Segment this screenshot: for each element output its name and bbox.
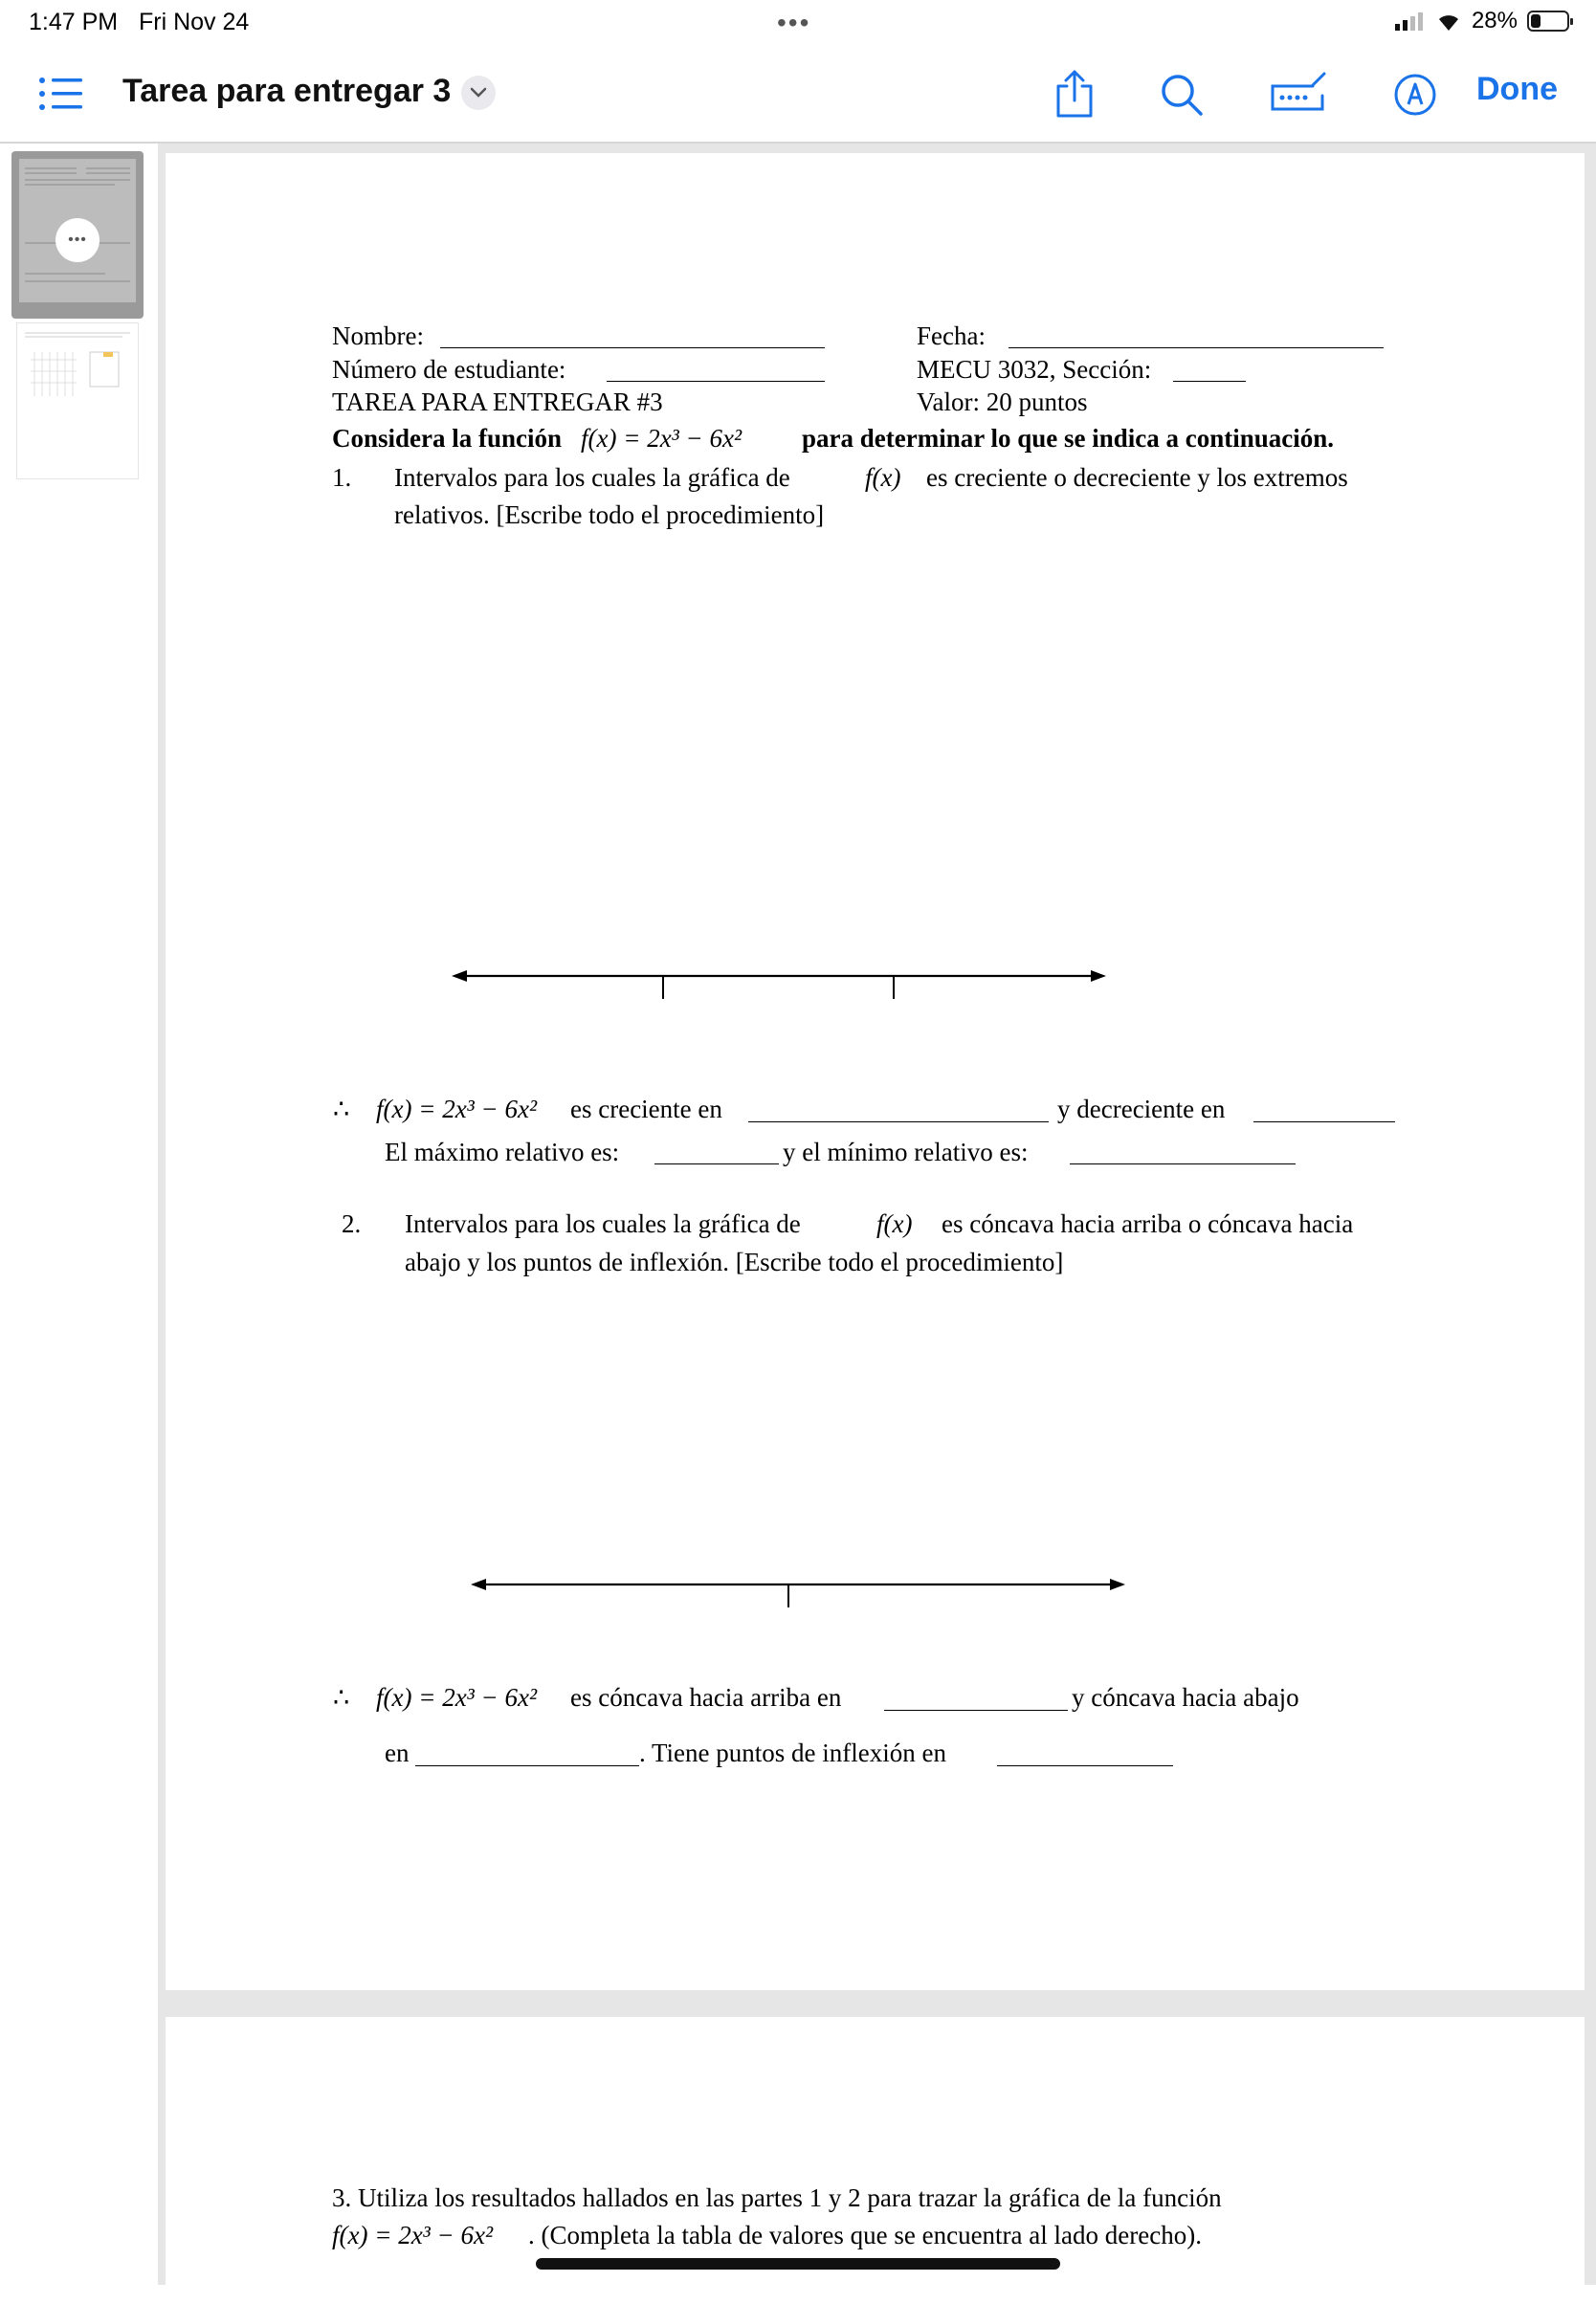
done-button[interactable]: Done — [1476, 71, 1558, 107]
q1-decreciente-text: y decreciente en — [1057, 1095, 1226, 1123]
seccion-blank[interactable] — [1173, 380, 1246, 382]
cellular-signal-icon — [1395, 11, 1426, 31]
q1-therefore-symbol: ∴ — [333, 1095, 350, 1123]
status-bar — [0, 0, 1596, 46]
q1-fx: f(x) — [865, 463, 901, 492]
more-options-icon[interactable]: ••• — [55, 218, 100, 262]
q1-text-b: es creciente o decreciente y los extremos — [926, 463, 1348, 492]
battery-percent: 28% — [1471, 8, 1518, 33]
minimo-relativo-label: y el mínimo relativo es: — [783, 1138, 1029, 1166]
numero-estudiante-blank[interactable] — [607, 380, 825, 382]
intro-text-a: Considera la función — [332, 424, 563, 453]
q2-number: 2. — [342, 1209, 362, 1238]
intro-text-b: para determinar lo que se indica a continuación. — [802, 424, 1335, 453]
maximo-relativo-blank[interactable] — [654, 1163, 779, 1164]
decreciente-blank[interactable] — [1253, 1120, 1395, 1122]
intro-function: f(x) = 2x³ − 6x² — [581, 424, 743, 453]
tarea-title: TAREA PARA ENTREGAR #3 — [332, 388, 663, 416]
q3-text-line2: . (Completa la tabla de valores que se encuentra al lado derecho). — [528, 2221, 1202, 2249]
search-icon[interactable] — [1160, 73, 1204, 117]
q2-text-a: Intervalos para los cuales la gráfica de — [405, 1209, 801, 1238]
creciente-blank[interactable] — [748, 1120, 1049, 1122]
q2-result-function: f(x) = 2x³ − 6x² — [376, 1683, 538, 1712]
multitasking-dots-icon[interactable]: ••• — [777, 8, 811, 37]
q1-text-a: Intervalos para los cuales la gráfica de — [394, 463, 790, 492]
q2-text-b: es cóncava hacia arriba o cóncava hacia — [942, 1209, 1354, 1238]
curso-seccion-label: MECU 3032, Sección: — [917, 355, 1152, 384]
page-thumbnail-2[interactable] — [17, 323, 138, 478]
outline-list-icon[interactable] — [38, 75, 84, 113]
inflexion-blank[interactable] — [997, 1764, 1173, 1766]
page-thumbnail-1[interactable] — [11, 151, 144, 319]
q2-therefore-symbol: ∴ — [333, 1683, 350, 1712]
battery-icon — [1527, 11, 1569, 32]
q1-number: 1. — [332, 463, 352, 492]
q2-text-line2: abajo y los puntos de inflexión. [Escribe todo el procedimiento] — [405, 1248, 1064, 1276]
q3-function: f(x) = 2x³ − 6x² — [332, 2221, 494, 2249]
title-menu-chevron-down-icon[interactable] — [461, 76, 496, 110]
q1-text-line2: relativos. [Escribe todo el procedimiento] — [394, 500, 825, 529]
q2-fx: f(x) — [876, 1209, 913, 1238]
q2-inflexion-text: . Tiene puntos de inflexión en — [639, 1739, 946, 1767]
wifi-icon — [1435, 11, 1462, 32]
page-thumbnail-sidebar — [0, 144, 158, 2285]
numero-estudiante-label: Número de estudiante: — [332, 355, 566, 384]
text-field-form-icon[interactable] — [1269, 71, 1328, 117]
q1-result-function: f(x) = 2x³ − 6x² — [376, 1095, 538, 1123]
home-indicator[interactable] — [536, 2258, 1060, 2270]
q2-concava-abajo-text: y cóncava hacia abajo — [1072, 1683, 1299, 1712]
q2-concava-arriba-text: es cóncava hacia arriba en — [570, 1683, 842, 1712]
minimo-relativo-blank[interactable] — [1070, 1163, 1296, 1164]
valor-label: Valor: 20 puntos — [917, 388, 1088, 416]
q2-en-text: en — [385, 1739, 410, 1767]
maximo-relativo-label: El máximo relativo es: — [385, 1138, 620, 1166]
document-toolbar — [0, 46, 1596, 144]
share-icon[interactable] — [1053, 69, 1097, 119]
q3-text-line1: 3. Utiliza los resultados hallados en las partes 1 y 2 para trazar la gráfica de la función — [332, 2183, 1222, 2212]
status-time: 1:47 PM — [29, 9, 119, 35]
concava-arriba-blank[interactable] — [884, 1709, 1068, 1711]
fecha-label: Fecha: — [917, 321, 986, 350]
fecha-blank[interactable] — [1009, 346, 1384, 348]
nombre-label: Nombre: — [332, 321, 424, 350]
nombre-blank[interactable] — [440, 346, 825, 348]
sign-chart-number-line-2 — [469, 1565, 1129, 1613]
q1-creciente-text: es creciente en — [570, 1095, 722, 1123]
document-title[interactable]: Tarea para entregar 3 — [122, 73, 452, 109]
concava-abajo-blank[interactable] — [415, 1764, 639, 1766]
status-date: Fri Nov 24 — [139, 9, 250, 35]
markup-pen-icon[interactable] — [1393, 73, 1437, 117]
sign-chart-number-line-1 — [450, 957, 1110, 1005]
